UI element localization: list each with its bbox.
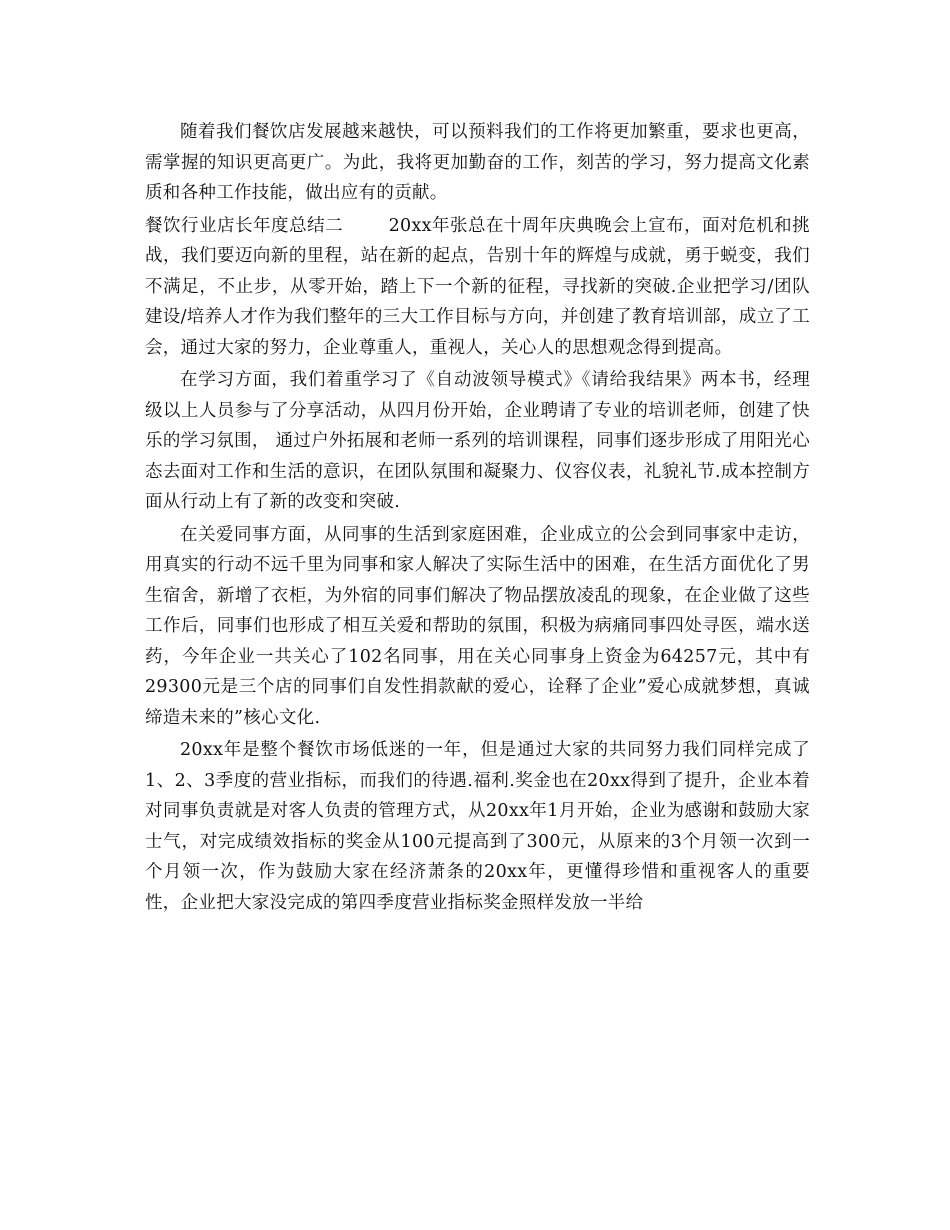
section-title: 餐饮行业店长年度总结二 — [145, 215, 344, 236]
paragraph-2-text: 20xx年张总在十周年庆典晚会上宣布，面对危机和挑战，我们要迈向新的里程，站在新的起点，告别十年的辉煌与成就，勇于蜕变，我们不满足，不止步，从零开始，踏上下一个新的征程，寻找新的突破.企业把学习/团队建设/培养人才作为我们整年的三大工作目标与方向，并创建了教育培训部，成立了工会，通过大家的努力，企业尊重人，重视人，关心人的思想观念得到提高。 — [145, 215, 810, 358]
paragraph-4: 在关爱同事方面，从同事的生活到家庭困难，企业成立的公会到同事家中走访，用真实的行动不远千里为同事和家人解决了实际生活中的困难，在生活方面优化了男生宿舍，新增了衣柜，为外宿的同事们解决了物品摆放凌乱的现象，在企业做了这些工作后，同事们也形成了相互关爱和帮助的氛围，积极为病痛同事四处寻医，端水送药，今年企业一共关心了102名同事，用在关心同事身上资金为64257元，其中有29300元是三个店的同事们自发性捐款献的爱心，诠释了企业”爱心成就梦想，真诚缔造未来的”核心文化. — [145, 524, 810, 728]
paragraph-3: 在学习方面，我们着重学习了《自动波领导模式》《请给我结果》两本书，经理级以上人员参与了分享活动，从四月份开始，企业聘请了专业的培训老师，创建了快乐的学习氛围， 通过户外拓展和老师一系列的培训课程，同事们逐步形成了用阳光心态去面对工作和生活的意识，在团队氛围和凝聚力、仪容仪表，礼貌礼节.成本控制方面从行动上有了新的改变和突破. — [145, 370, 810, 512]
paragraph-1: 随着我们餐饮店发展越来越快，可以预料我们的工作将更加繁重，要求也更高，需掌握的知识更高更广。为此，我将更加勤奋的工作，刻苦的学习，努力提高文化素质和各种工作技能，做出应有的贡献。 — [145, 122, 810, 203]
paragraph-5: 20xx年是整个餐饮市场低迷的一年，但是通过大家的共同努力我们同样完成了1、2、3季度的营业指标，而我们的待遇.福利.奖金也在20xx得到了提升，企业本着对同事负责就是对客人负责的管理方式，从20xx年1月开始，企业为感谢和鼓励大家士气，对完成绩效指标的奖金从100元提高到了300元，从原来的3个月领一次到一个月领一次，作为鼓励大家在经济萧条的20xx年，更懂得珍惜和重视客人的重要性，企业把大家没完成的第四季度营业指标奖金照样发放一半给 — [145, 740, 810, 913]
paragraph-2 — [145, 211, 810, 364]
document-page — [145, 117, 810, 918]
